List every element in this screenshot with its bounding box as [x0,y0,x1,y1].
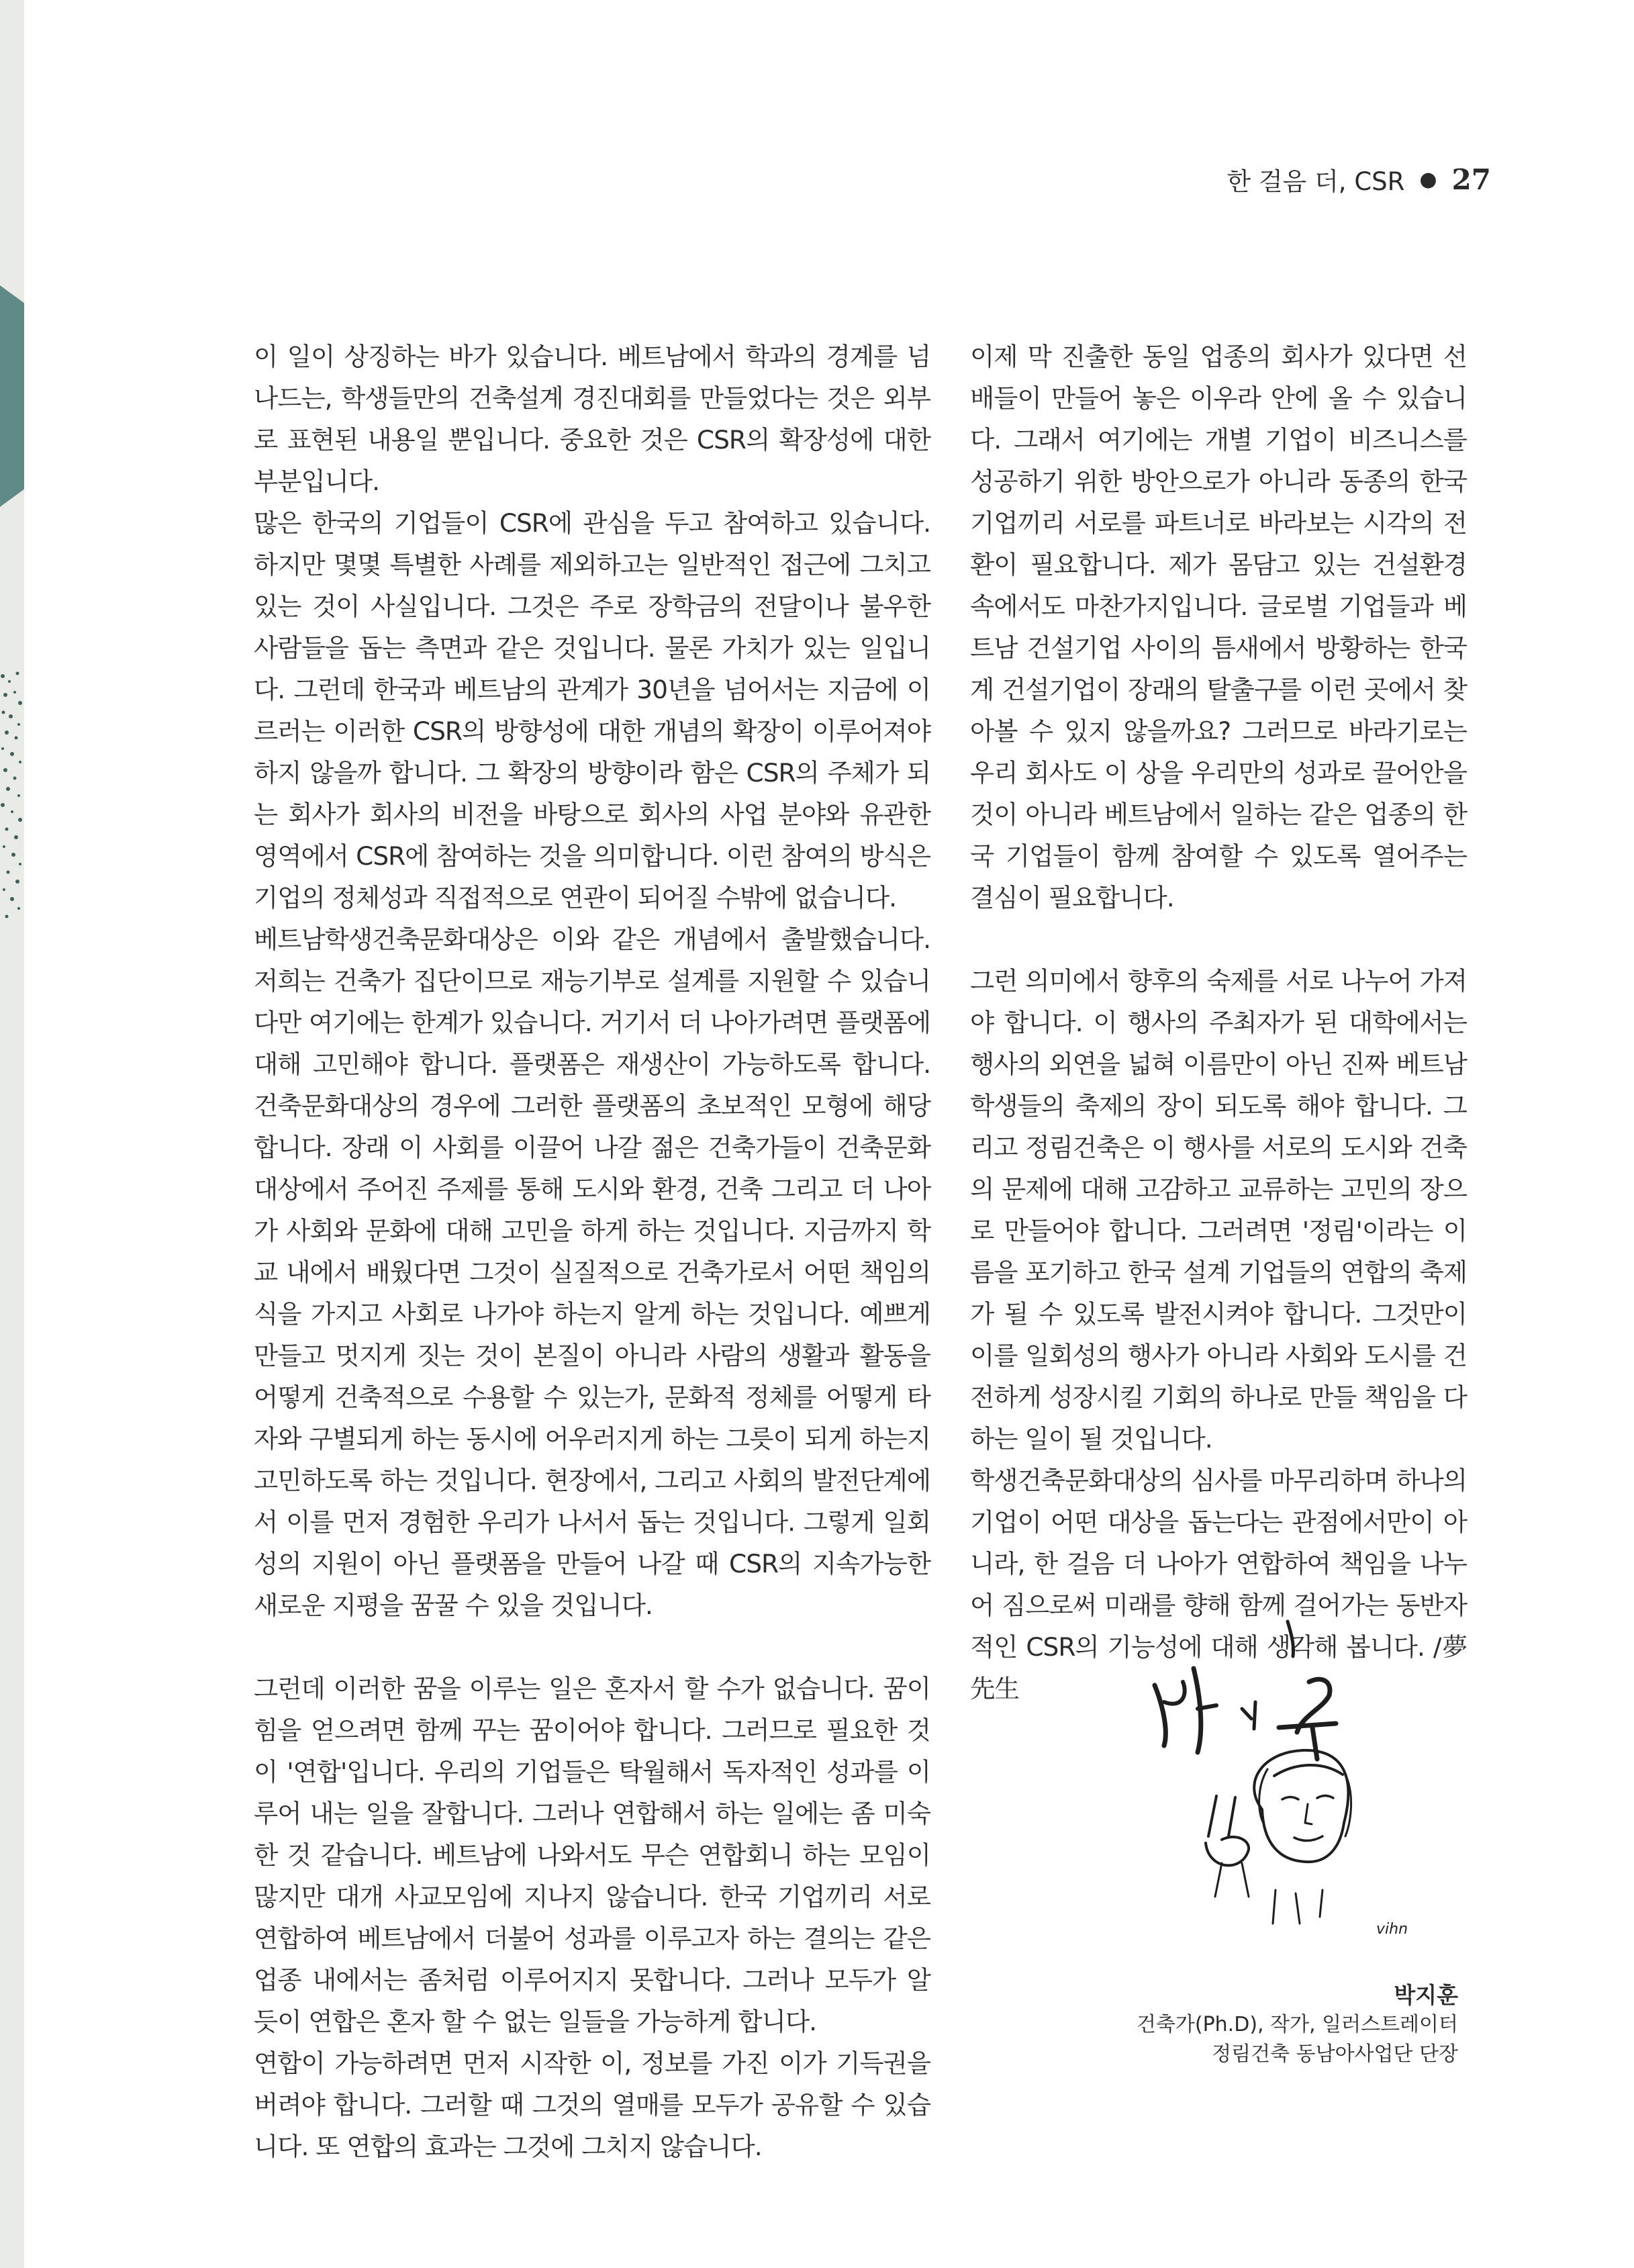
bullet-icon: ● [1419,167,1437,191]
author-title-line: 정림건축 동남아사업단 단장 [1212,2042,1458,2066]
paragraph-spacer [254,1626,930,1668]
running-header [1227,161,1491,197]
author-signature-and-sketch [1141,1608,1463,1971]
author-title-line: 건축가(Ph.D), 작가, 일러스트레이터 [1136,2013,1458,2036]
paragraph: 많은 한국의 기업들이 CSR에 관심을 두고 참여하고 있습니다. 하지만 몇몇 특별한 사례를 제외하고는 일반적인 접근에 그치고 있는 것이 사실입니다. 그것은 주로 장학금의 전달이나 불우한 사람들을 돕는 측면과 같은 것입니다. 물론 가치가 있는 일입니다. 그런데 한국과 베트남의 관계가 30년을 넘어서는 지금에 이르러는 이러한 CSR의 방향성에 대한 개념의 확장이 이루어져야 하지 않을까 합니다. 그 확장의 방향이라 함은 CSR의 주체가 되는 회사가 회사의 비전을 바탕으로 회사의 사업 분야와 유관한 영역에서 CSR에 참여하는 것을 의미합니다. 이런 참여의 방식은 기업의 정체성과 직접적으로 연관이 되어질 수밖에 없습니다. [254,508,930,912]
speckle-texture [0,668,24,923]
paragraph: 베트남학생건축문화대상은 이와 같은 개념에서 출발했습니다. 저희는 건축가 집단이므로 재능기부로 설계를 지원할 수 있습니다만 여기에는 한계가 있습니다. 거기서 더 나아가려면 플랫폼에 대해 고민해야 합니다. 플랫폼은 재생산이 가능하도록 합니다. 건축문화대상의 경우에 그러한 플랫폼의 초보적인 모형에 해당합니다. 장래 이 사회를 이끌어 나갈 젊은 건축가들이 건축문화대상에서 주어진 주제를 통해 도시와 환경, 건축 그리고 더 나아가 사회와 문화에 대해 고민을 하게 하는 것입니다. 지금까지 학교 내에서 배웠다면 그것이 실질적으로 건축가로서 어떤 책임의식을 가지고 사회로 나가야 하는지 알게 하는 것입니다. 예쁘게 만들고 멋지게 짓는 것이 본질이 아니라 사람의 생활과 활동을 어떻게 건축적으로 수용할 수 있는가, 문화적 정체를 어떻게 타자와 구별되게 하는 동시에 어우러지게 하는 그릇이 되게 하는지 고민하도록 하는 것입니다. 현장에서, 그리고 사회의 발전단계에서 이를 먼저 경험한 우리가 나서서 돕는 것입니다. 그렇게 일회성의 지원이 아닌 플랫폼을 만들어 나갈 때 CSR의 지속가능한 새로운 지평을 꿈꿀 수 있을 것입니다. [254,925,930,1620]
page-number: 27 [1451,162,1491,196]
paragraph: 연합이 가능하려면 먼저 시작한 이, 정보를 가진 이가 기득권을 버려야 합니다. 그러할 때 그것의 열매를 모두가 공유할 수 있습니다. 또 연합의 효과는 그것에 그치지 않습니다. [254,2048,930,2161]
sketch-mark: vihn [1376,1921,1408,1938]
paragraph-spacer [970,918,1467,960]
section-title: 한 걸음 더, CSR [1227,167,1405,196]
paragraph: 이 일이 상징하는 바가 있습니다. 베트남에서 학과의 경계를 넘나드는, 학생들만의 건축설계 경진대회를 만들었다는 것은 외부로 표현된 내용일 뿐입니다. 중요한 것은 CSR의 확장성에 대한 부분입니다. [254,342,930,496]
author-name: 박지훈 [1394,1982,1458,2008]
article-right-column [970,336,1467,1709]
paragraph: 그런데 이러한 꿈을 이루는 일은 혼자서 할 수가 없습니다. 꿈이 힘을 얻으려면 함께 꾸는 꿈이어야 합니다. 그러므로 필요한 것이 '연합'입니다. 우리의 기업들은 탁월해서 독자적인 성과를 이루어 내는 일을 잘합니다. 그러나 연합해서 하는 일에는 좀 미숙한 것 같습니다. 베트남에 나와서도 무슨 연합회니 하는 모임이 많지만 대개 사교모임에 지나지 않습니다. 한국 기업끼리 서로 연합하여 베트남에서 더불어 성과를 이루고자 하는 결의는 같은 업종 내에서는 좀처럼 이루어지지 못합니다. 그러나 모두가 알 듯이 연합은 혼자 할 수 없는 일들을 가능하게 합니다. [254,1674,930,2036]
teal-decorative-block [0,285,24,507]
paragraph: 학생건축문화대상의 심사를 마무리하며 하나의 기업이 어떤 대상을 돕는다는 관점에서만이 아니라, 한 걸음 더 나아가 연합하여 책임을 나누어 짐으로써 미래를 향해 함께 걸어가는 동반자적인 CSR의 기능성에 대해 생각해 봅니다. /夢先生 [970,1466,1467,1703]
paragraph: 이제 막 진출한 동일 업종의 회사가 있다면 선배들이 만들어 놓은 이우라 안에 올 수 있습니다. 그래서 여기에는 개별 기업이 비즈니스를 성공하기 위한 방안으로가 아니라 동종의 한국 기업끼리 서로를 파트너로 바라보는 시각의 전환이 필요합니다. 제가 몸담고 있는 건설환경 속에서도 마찬가지입니다. 글로벌 기업들과 베트남 건설기업 사이의 틈새에서 방황하는 한국계 건설기업이 장래의 탈출구를 이런 곳에서 찾아볼 수 있지 않을까요? 그러므로 바라기로는 우리 회사도 이 상을 우리만의 성과로 끌어안을 것이 아니라 베트남에서 일하는 같은 업종의 한국 기업들이 함께 참여할 수 있도록 열어주는 결심이 필요합니다. [970,342,1467,912]
article-left-column [254,336,930,2167]
author-caption [1137,1981,1458,2069]
paragraph: 그런 의미에서 향후의 숙제를 서로 나누어 가져야 합니다. 이 행사의 주최자가 된 대학에서는 행사의 외연을 넓혀 이름만이 아닌 진짜 베트남 학생들의 축제의 장이 되도록 해야 합니다. 그리고 정림건축은 이 행사를 서로의 도시와 건축의 문제에 대해 고감하고 교류하는 고민의 장으로 만들어야 합니다. 그러려면 '정림'이라는 이름을 포기하고 한국 설계 기업들의 연합의 축제가 될 수 있도록 발전시켜야 합니다. 그것만이 이를 일회성의 행사가 아니라 사회와 도시를 건전하게 성장시킬 기회의 하나로 만들 책임을 다하는 일이 될 것입니다. [970,966,1467,1454]
